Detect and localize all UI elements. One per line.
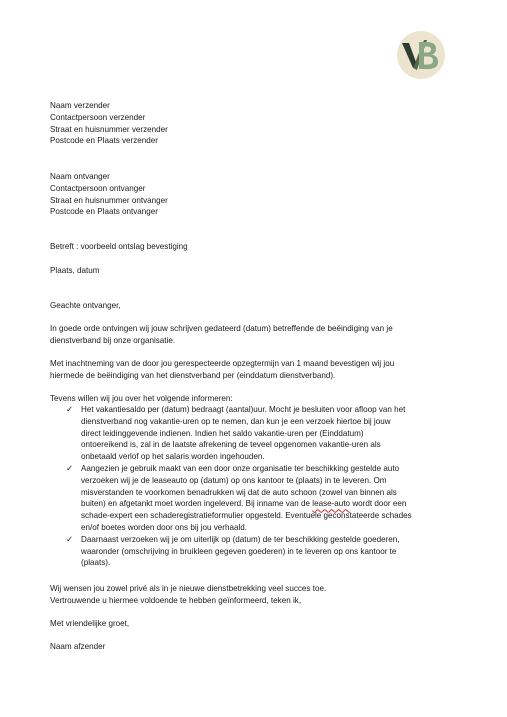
regards: Met vriendelijke groet, [50, 619, 130, 628]
subject-line: Betreft : voorbeeld ontslag bevestiging [50, 242, 188, 251]
list-item [50, 534, 474, 569]
checkmark-icon: ✓ [66, 462, 74, 473]
paragraph-2-line: Met inachtneming van de door jou gerespecteerde opzegtermijn van 1 maand bevestigen wij jou [50, 359, 395, 368]
inform-intro: Tevens willen wij jou over het volgende informeren: [50, 394, 233, 403]
list-item-line: schade-expert een schaderegistratieformulier opgesteld. Eventuele geconstateerde schades [81, 511, 412, 521]
paragraph-2 [50, 358, 470, 382]
list-item-line: onbetaald verlof op het salaris worden ingehouden. [81, 452, 265, 462]
list-item [50, 404, 474, 463]
list-item-line: ontoereikend is, zal in de laatste afrekening de teveel opgenomen vakantie-uren als [81, 440, 381, 450]
checkmark-icon: ✓ [66, 404, 74, 414]
sender-postcode: Postcode en Plaats verzender [50, 136, 158, 146]
sender-block [50, 100, 470, 147]
sender-contact: Contactpersoon verzender [50, 112, 146, 122]
paragraph-1 [50, 323, 470, 347]
sender-name: Naam verzender [50, 101, 110, 110]
recipient-postcode: Postcode en Plaats ontvanger [50, 207, 158, 217]
recipient-contact: Contactpersoon ontvanger [50, 183, 146, 193]
list-item-line: Het vakantiesaldo per (datum) bedraagt (aantal)uur. Mocht je besluiten voor afloop van het [81, 405, 406, 414]
salutation: Geachte ontvanger, [50, 301, 121, 310]
list-item-line: Daarnaast verzoeken wij je om uiterlijk op (datum) de ter beschikking gestelde goederen, [81, 534, 400, 544]
info-list [50, 404, 474, 569]
recipient-street: Straat en huisnummer ontvanger [50, 195, 168, 205]
list-item-line: Aangezien je gebruik maakt van een door onze organisatie ter beschikking gestelde auto [81, 463, 400, 473]
paragraph-1-line: dienstverband bij onze organisatie. [50, 335, 176, 345]
signature-name: Naam afzender [50, 642, 106, 651]
closing-paragraph [50, 583, 470, 607]
recipient-name: Naam ontvanger [50, 172, 110, 181]
list-item [50, 463, 474, 534]
checkmark-icon: ✓ [66, 533, 74, 544]
list-item-line: dienstverband nog vakantie-uren op te nemen, dan kun je een verzoek hiertoe bij jouw [81, 416, 391, 426]
sender-street: Straat en huisnummer verzender [50, 124, 168, 134]
paragraph-1-line: In goede orde ontvingen wij jouw schrijven gedateerd (datum) betreffende de beëindiging van je [50, 324, 393, 333]
paragraph-2-line: hiermede de beëindiging van het dienstverband per (einddatum dienstverband). [50, 370, 336, 380]
vb-logo-icon [396, 30, 446, 80]
list-item-line: direct leidinggevende indienen. Indien het saldo vakantie-uren per (Einddatum) [81, 428, 364, 438]
list-item-line: (plaats). [81, 558, 111, 568]
list-item-text: buiten) en afgetankt moet worden ingeleverd. Bij inname van de [81, 499, 313, 509]
closing-line: Vertrouwende u hiermee voldoende te hebben geïnformeerd, teken ik, [50, 595, 302, 605]
list-item-line-with-spellcheck [81, 498, 474, 510]
place-date: Plaats, datum [50, 266, 100, 275]
list-item-text: wordt door een [350, 499, 407, 509]
closing-line: Wij wensen jou zowel privé als in je nieuwe dienstbetrekking veel succes toe. [50, 584, 327, 593]
list-item-line: waaronder (omschrijving in bruikleen gegeven goederen) in te leveren op ons kantoor te [81, 546, 397, 556]
list-item-line: verzoeken wij je de leaseauto op (datum) op ons kantoor te (plaats) in te leveren. Om [81, 475, 387, 485]
recipient-block [50, 171, 470, 218]
list-item-line: en/of boetes worden door ons bij jou verhaald. [81, 522, 248, 532]
spellcheck-flagged-word[interactable]: lease-auto [312, 499, 351, 509]
list-item-line: misverstanden te voorkomen benadrukken wij dat de auto schoon (zowel van binnen als [81, 487, 397, 497]
